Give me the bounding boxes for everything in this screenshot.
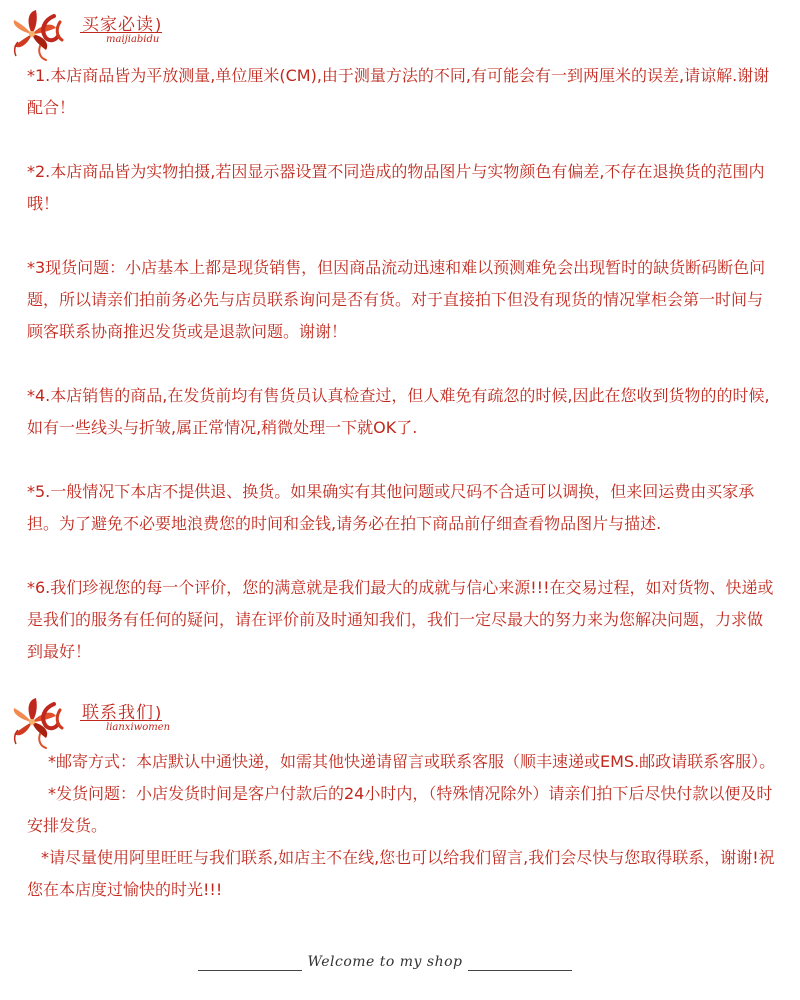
welcome-text: Welcome to my shop — [307, 954, 463, 970]
title-underline — [80, 720, 162, 721]
section-title: 买家必读) — [82, 15, 163, 35]
buyer-notes — [27, 60, 777, 700]
note-item: *6.我们珍视您的每一个评价，您的满意就是我们最大的成就与信心来源!!!在交易过程，如对货物、快递或是我们的服务有任何的疑问，请在评价前及时通知我们，我们一定尽最大的努力来为您解决问题，力求做到最好！ — [27, 578, 774, 661]
note-item: *4.本店销售的商品,在发货前均有售货员认真检查过，但人难免有疏忽的时候,因此在您收到货物的的时候,如有一些线头与折皱,属正常情况,稍微处理一下就OK了. — [27, 386, 770, 437]
header-contact-us — [10, 696, 270, 746]
flower-icon — [10, 696, 76, 752]
flower-icon — [10, 8, 76, 64]
note-item: *3现货问题：小店基本上都是现货销售，但因商品流动迅速和难以预测难免会出现暂时的缺货断码断色问题，所以请亲们拍前务必先与店员联系询问是否有货。对于直接拍下但没有现货的情况掌柜会第一时间与顾客联系协商推迟发货或是退款问题。谢谢！ — [27, 258, 766, 341]
contact-info — [27, 746, 777, 906]
section-subtitle: maijiabidu — [106, 34, 160, 45]
divider-left — [198, 970, 302, 971]
title-underline — [80, 32, 162, 33]
contact-item: *邮寄方式：本店默认中通快递，如需其他快递请留言或联系客服（顺丰速递或EMS.邮政请联系客服）。 — [48, 752, 776, 771]
section-title: 联系我们) — [82, 703, 163, 723]
contact-item: *请尽量使用阿里旺旺与我们联系,如店主不在线,您也可以给我们留言,我们会尽快与您取得联系，谢谢!祝您在本店度过愉快的时光!!! — [27, 848, 775, 899]
note-item: *1.本店商品皆为平放测量,单位厘米(CM),由于测量方法的不同,有可能会有一到两厘米的误差,请谅解.谢谢配合！ — [27, 66, 770, 117]
note-item: *2.本店商品皆为实物拍摄,若因显示器设置不同造成的物品图片与实物颜色有偏差,不存在退换货的范围内哦！ — [27, 162, 765, 213]
contact-item: *发货问题：小店发货时间是客户付款后的24小时内，（特殊情况除外）请亲们拍下后尽快付款以便及时安排发货。 — [27, 784, 773, 835]
divider-right — [468, 970, 572, 971]
section-subtitle: lianxiwomen — [106, 722, 171, 733]
header-buyer-notice — [10, 8, 270, 58]
note-item: *5.一般情况下本店不提供退、换货。如果确实有其他问题或尺码不合适可以调换，但来回运费由买家承担。为了避免不必要地浪费您的时间和金钱,请务必在拍下商品前仔细查看物品图片与描述. — [27, 482, 755, 533]
welcome-footer — [198, 950, 578, 986]
